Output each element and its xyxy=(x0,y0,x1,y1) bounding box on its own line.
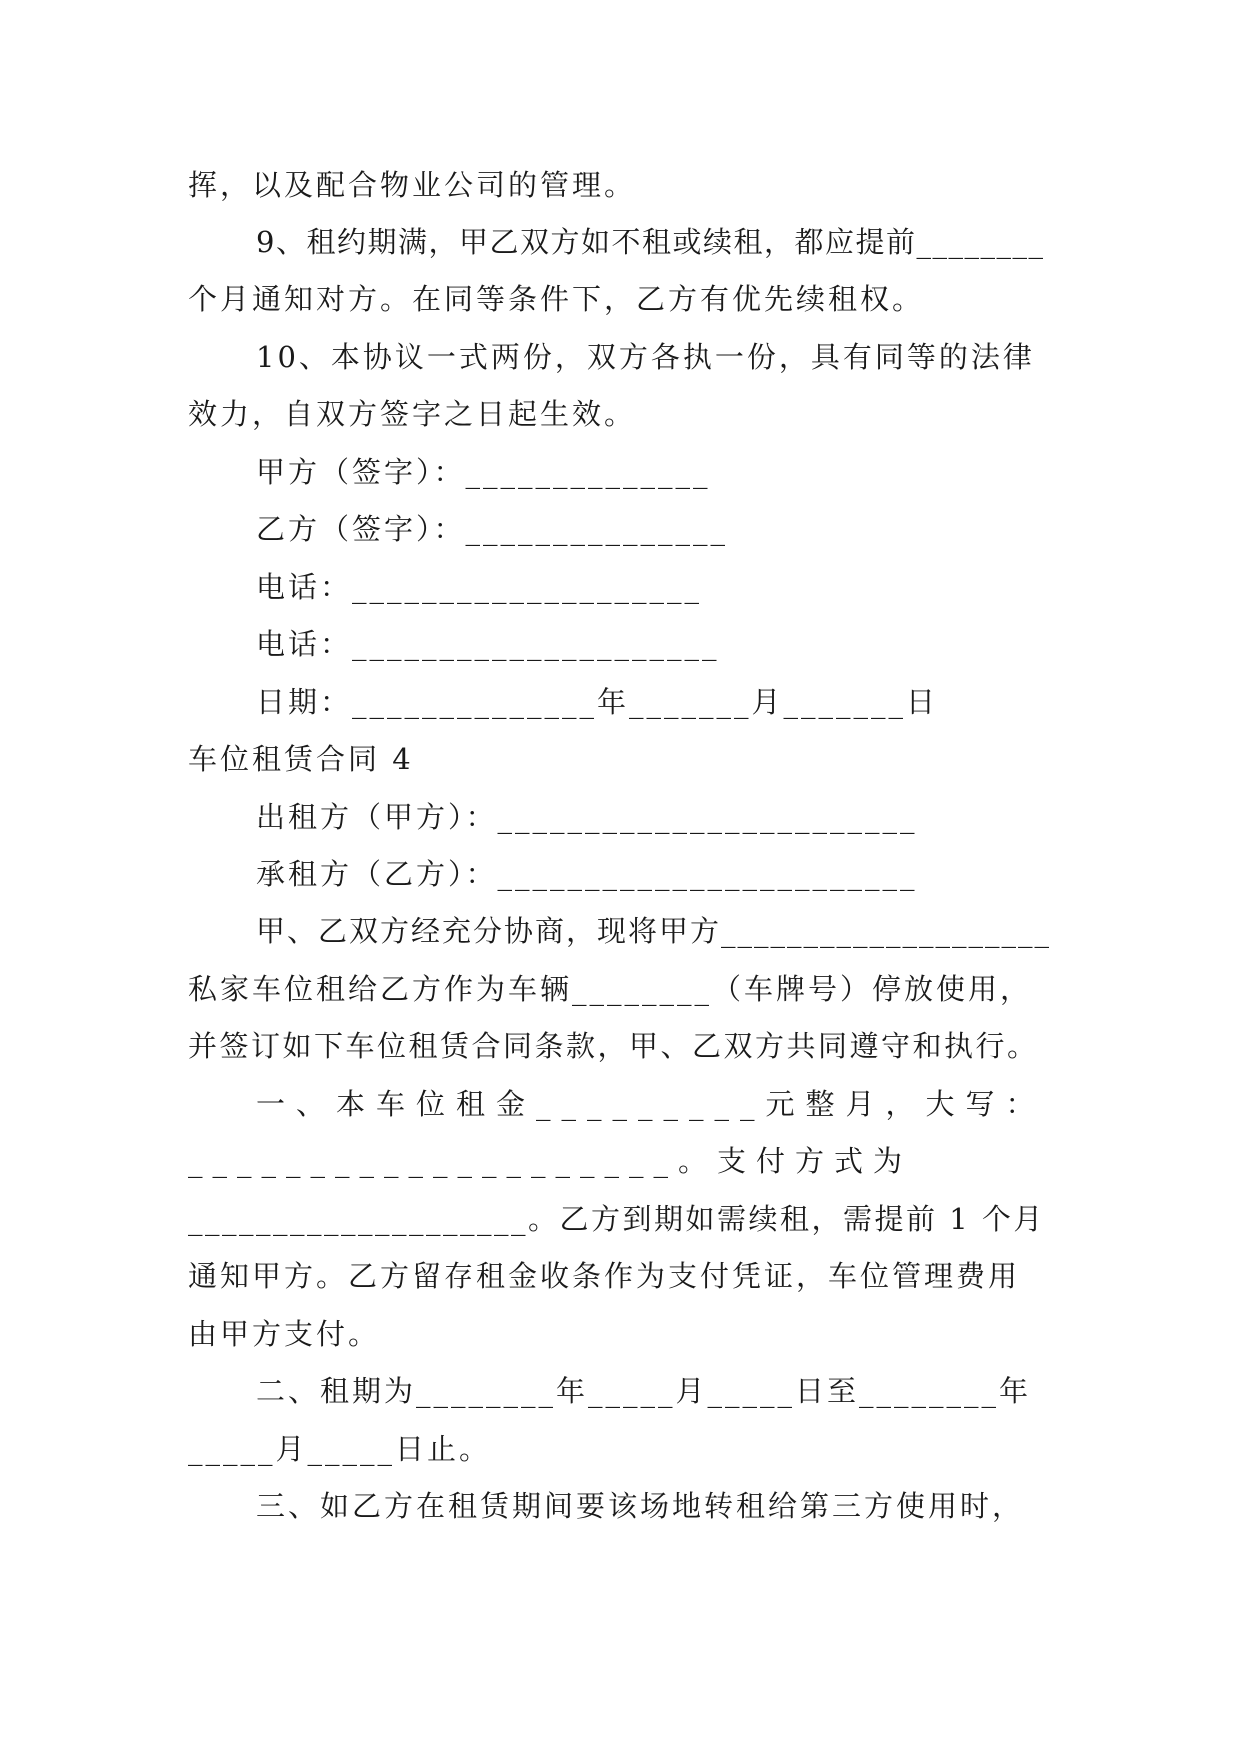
text-line: 挥，以及配合物业公司的管理。 xyxy=(188,168,637,202)
text-line: 个月通知对方。在同等条件下，乙方有优先续租权。 xyxy=(188,282,925,316)
text-line: 二、租期为________年_____月_____日至________年 xyxy=(256,1374,1032,1408)
text-line: 私家车位租给乙方作为车辆________（车牌号）停放使用， xyxy=(188,972,1033,1006)
lessor-line: 出租方（甲方）：________________________ xyxy=(256,800,918,834)
text-line: 三、如乙方在租赁期间要该场地转租给第三方使用时， xyxy=(256,1489,1025,1523)
date-line: 日期：______________年_______月_______日 xyxy=(256,685,939,719)
text-line: 通知甲方。乙方留存租金收条作为支付凭证，车位管理费用 xyxy=(188,1259,1021,1293)
phone-line: 电话：____________________ xyxy=(256,570,703,604)
signature-party-b: 乙方（签字）：_______________ xyxy=(256,512,729,546)
text-line: 由甲方支付。 xyxy=(188,1317,381,1351)
text-line: 10、本协议一式两份，双方各执一份，具有同等的法律 xyxy=(256,340,1035,374)
text-line: ____________________。支付方式为 xyxy=(188,1144,913,1178)
section-title: 车位租赁合同 4 xyxy=(188,742,414,776)
phone-line: 电话：_____________________ xyxy=(256,627,720,661)
signature-party-a: 甲方（签字）：______________ xyxy=(256,455,711,489)
lessee-line: 承租方（乙方）：________________________ xyxy=(256,857,918,891)
text-line: 效力，自双方签字之日起生效。 xyxy=(188,397,637,431)
text-line: 甲、乙双方经充分协商，现将甲方____________________ xyxy=(256,914,1052,948)
text-line: _____月_____日止。 xyxy=(188,1432,492,1466)
text-line: 9、租约期满，甲乙双方如不租或续租，都应提前________ xyxy=(256,225,1045,259)
text-line: 一、本车位租金_________元整月，大写： xyxy=(256,1087,1046,1121)
text-line: ____________________。乙方到期如需续租，需提前 1 个月 xyxy=(188,1202,1045,1236)
text-line: 并签订如下车位租赁合同条款，甲、乙双方共同遵守和执行。 xyxy=(188,1029,1039,1063)
